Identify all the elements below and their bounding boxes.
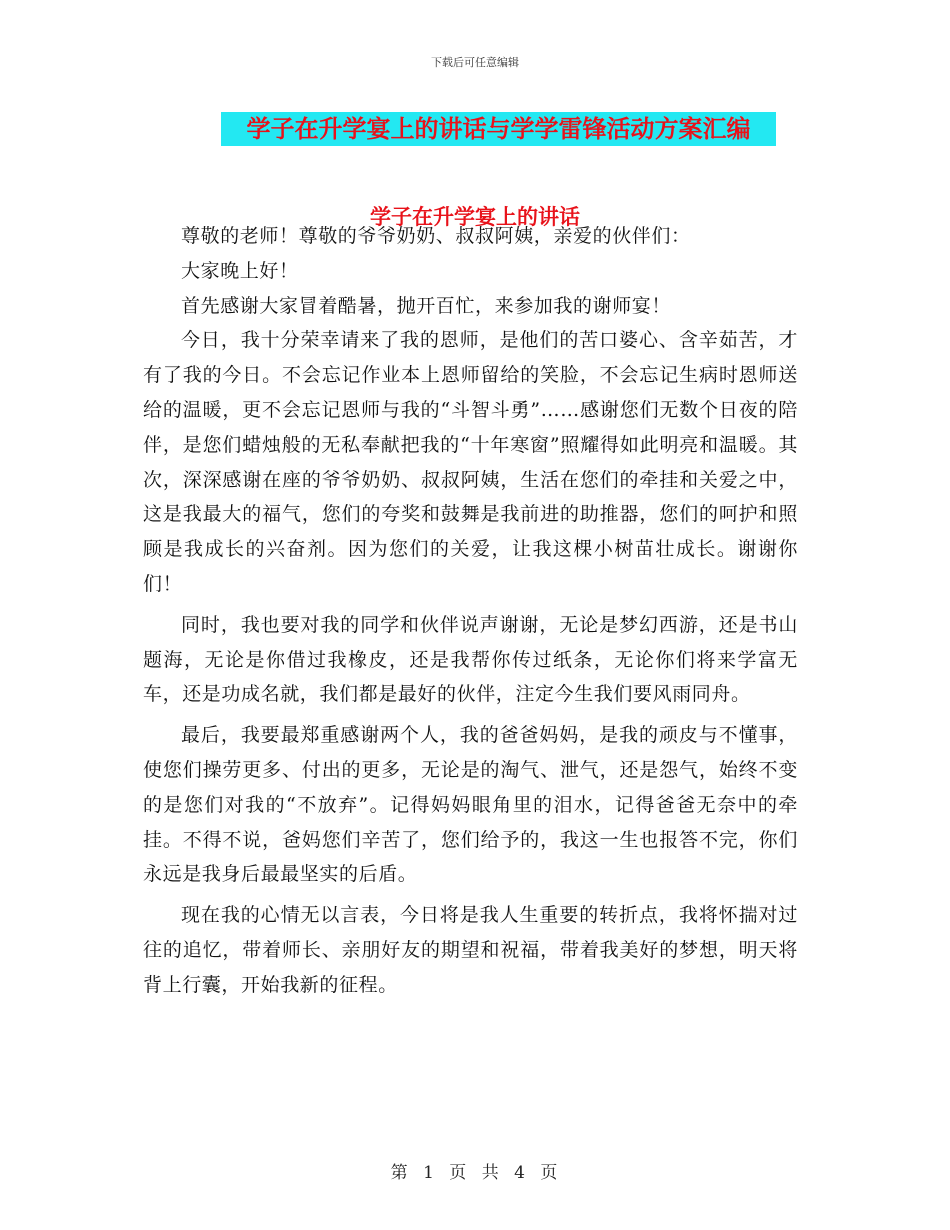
speech-body	[143, 219, 798, 1003]
paragraph-greeting: 尊敬的老师！尊敬的爷爷奶奶、叔叔阿姨，亲爱的伙伴们：	[181, 225, 691, 247]
paragraph-good-evening: 大家晚上好！	[181, 259, 299, 282]
paragraph-closing: 现在我的心情无以言表，今日将是我人生重要的转折点，我将怀揣对过往的追忆，带着师长、亲朋好友的期望和祝福，带着我美好的梦想，明天将背上行囊，开始我新的征程。	[143, 904, 798, 996]
paragraph-thanks-teachers: 今日，我十分荣幸请来了我的恩师，是他们的苦口婆心、含辛茹苦，才有了我的今日。不会忘记作业本上恩师留给的笑脸，不会忘记生病时恩师送给的温暖，更不会忘记恩师与我的“斗智斗勇”……感谢您们无数个日夜的陪伴，是您们蜡烛般的无私奉献把我的“十年寒窗”照耀得如此明亮和温暖。其次，深深感谢在座的爷爷奶奶、叔叔阿姨，生活在您们的牵挂和关爱之中，这是我最大的福气，您们的夸奖和鼓舞是我前进的助推器，您们的呵护和照顾是我成长的兴奋剂。因为您们的关爱，让我这棵小树苗壮成长。谢谢你们！	[143, 329, 798, 595]
page-header-note: 下载后可任意编辑	[431, 56, 519, 69]
document-title-container	[221, 112, 776, 146]
page-number-footer: 第 1 页 共 4 页	[390, 1163, 560, 1183]
paragraph-thanks-classmates: 同时，我也要对我的同学和伙伴说声谢谢，无论是梦幻西游，还是书山题海，无论是你借过我橡皮，还是我帮你传过纸条，无论你们将来学富无车，还是功成名就，我们都是最好的伙伴，注定今生我们要风雨同舟。	[143, 613, 798, 706]
document-title: 学子在升学宴上的讲话与学学雷锋活动方案汇编	[221, 112, 776, 146]
paragraph-thanks-attendance: 首先感谢大家冒着酷暑，抛开百忙，来参加我的谢师宴！	[181, 294, 672, 317]
paragraph-thanks-parents: 最后，我要最郑重感谢两个人，我的爸爸妈妈，是我的顽皮与不懂事，使您们操劳更多、付出的更多，无论是的淘气、泄气，还是怨气，始终不变的是您们对我的“不放弃”。记得妈妈眼角里的泪水，记得爸爸无奈中的牵挂。不得不说，爸妈您们辛苦了，您们给予的，我这一生也报答不完，你们永远是我身后最最坚实的后盾。	[143, 724, 798, 886]
section-title: 学子在升学宴上的讲话	[370, 205, 580, 229]
